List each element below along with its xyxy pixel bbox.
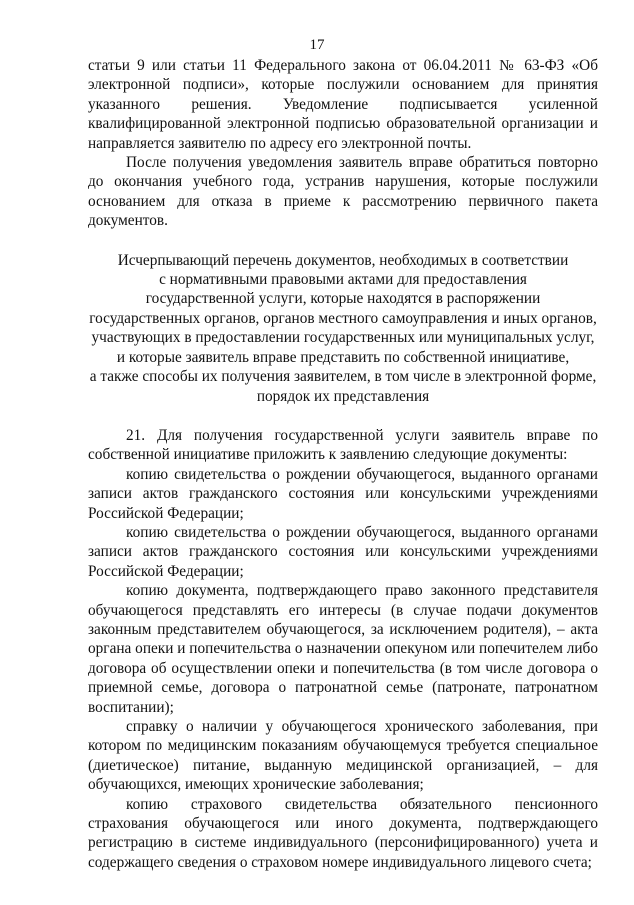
list-item-birth-certificate-duplicate: копию свидетельства о рождении обучающегося, выданного органами записи актов гражданского состояния или консульскими учреждениями Российской Федерации;	[88, 523, 598, 580]
list-item-pension-insurance: копию страхового свидетельства обязательного пенсионного страхования обучающегося или иного документа, подтверждающего регистрацию в системе индивидуального (персонифицированного) учета и содержащего сведения о страховом номере индивидуального лицевого счета;	[88, 795, 598, 871]
page-number: 17	[309, 37, 325, 53]
spacer	[88, 231, 598, 251]
heading-line: с нормативными правовыми актами для предоставления	[159, 271, 527, 289]
list-item-guardian-document: копию документа, подтверждающего право законного представителя обучающегося представлять его интересы (в случае подачи документов законным представителем обучающегося, за исключением родителя), – акта органа опеки и попечительства о назначении опекуном или попечителем либо договора об осуществлении опеки и попечительства (в том числе договора о приемной семье, договора о патронатной семье (патронате, патронатном воспитании);	[88, 582, 598, 716]
heading-line: Исчерпывающий перечень документов, необходимых в соответствии	[117, 251, 569, 269]
page-content	[88, 56, 598, 872]
paragraph-item-21: 21. Для получения государственной услуги заявитель вправе по собственной инициативе приложить к заявлению следующие документы:	[88, 426, 598, 464]
spacer	[88, 406, 598, 426]
heading-line: государственных органов, органов местного самоуправления и иных органов,	[89, 309, 597, 327]
list-item-birth-certificate: копию свидетельства о рождении обучающегося, выданного органами записи актов гражданского состояния или консульскими учреждениями Российской Федерации;	[88, 465, 598, 522]
heading-line: участвующих в предоставлении государственных или муниципальных услуг,	[91, 329, 595, 347]
heading-line: а также способы их получения заявителем, в том числе в электронной форме,	[89, 368, 597, 386]
list-item-medical-certificate: справку о наличии у обучающегося хронического заболевания, при котором по медицинским показаниям обучающемуся требуется специальное (диетическое) питание, выданную медицинской организацией, – для обучающихся, имеющих хронические заболевания;	[88, 718, 598, 794]
section-heading	[88, 251, 598, 406]
heading-line: порядок их представления	[256, 387, 430, 405]
paragraph-continuation: статьи 9 или статьи 11 Федерального закона от 06.04.2011 № 63-ФЗ «Об электронной подписи», которые послужили основанием для принятия указанного решения. Уведомление подписывается усиленной квалифицированной электронной подписью образовательной организации и направляется заявителю по адресу его электронной почты.	[88, 57, 598, 152]
heading-line: и которые заявитель вправе представить по собственной инициативе,	[116, 348, 570, 366]
paragraph-resubmission: После получения уведомления заявитель вправе обратиться повторно до окончания учебного года, устранив нарушения, которые послужили основанием для отказа в приеме к рассмотрению первичного пакета документов.	[88, 154, 598, 230]
heading-line: государственной услуги, которые находятся в распоряжении	[145, 290, 541, 308]
